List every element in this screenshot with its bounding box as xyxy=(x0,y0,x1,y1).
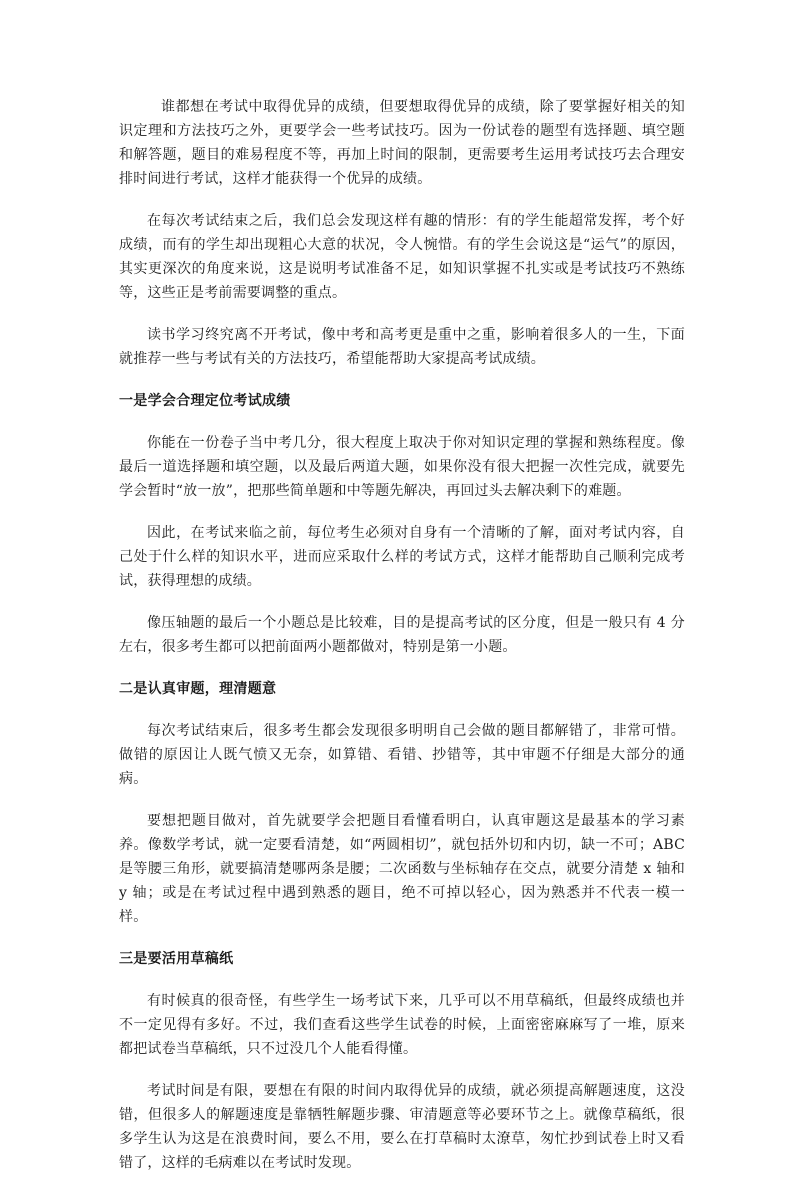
section-2-paragraph-2: 要想把题目做对，首先就要学会把题目看懂看明白，认真审题这是最基本的学习素养。像数学考试，就一定要看清楚，如“两圆相切”，就包括外切和内切，缺一不可；ABC 是等腰三角形，就要搞清楚哪两条是腰；二次函数与坐标轴存在交点，就要分清楚 x 轴和 y 轴；或是在考试过程中遇到熟悉的题目，绝不可掉以轻心，因为熟悉并不代表一模一样。 xyxy=(119,813,685,925)
intro-paragraph-3: 读书学习终究离不开考试，像中考和高考更是重中之重，影响着很多人的一生，下面就推荐一些与考试有关的方法技巧，希望能帮助大家提高考试成绩。 xyxy=(119,327,685,367)
section-1-heading: 一是学会合理定位考试成绩 xyxy=(119,393,291,409)
section-3-heading: 三是要活用草稿纸 xyxy=(119,951,234,967)
section-1-paragraph-2: 因此，在考试来临之前，每位考生必须对自身有一个清晰的了解，面对考试内容，自己处于什么样的知识水平，进而应采取什么样的考试方式，这样才能帮助自己顺利完成考试，获得理想的成绩。 xyxy=(119,525,685,589)
section-3-paragraph-1: 有时候真的很奇怪，有些学生一场考试下来，几乎可以不用草稿纸，但最终成绩也并不一定见得有多好。不过，我们查看这些学生试卷的时候，上面密密麻麻写了一堆，原来都把试卷当草稿纸，只不过没几个人能看得懂。 xyxy=(119,993,685,1057)
section-1-paragraph-1: 你能在一份卷子当中考几分，很大程度上取决于你对知识定理的掌握和熟练程度。像最后一道选择题和填空题，以及最后两道大题，如果你没有很大把握一次性完成，就要先学会暂时“放一放”，把那些简单题和中等题先解决，再回过头去解决剩下的难题。 xyxy=(119,435,685,499)
document-page xyxy=(119,95,685,1193)
section-3-paragraph-2: 考试时间是有限，要想在有限的时间内取得优异的成绩，就必须提高解题速度，这没错，但很多人的解题速度是靠牺牲解题步骤、审清题意等必要环节之上。就像草稿纸，很多学生认为这是在浪费时间，要么不用，要么在打草稿时太潦草，匆忙抄到试卷上时又看错了，这样的毛病难以在考试时发现。 xyxy=(119,1083,685,1171)
section-2-heading: 二是认真审题，理清题意 xyxy=(119,681,277,697)
intro-paragraph-1: 谁都想在考试中取得优异的成绩，但要想取得优异的成绩，除了要掌握好相关的知识定理和方法技巧之外，更要学会一些考试技巧。因为一份试卷的题型有选择题、填空题和解答题，题目的难易程度不等，再加上时间的限制，更需要考生运用考试技巧去合理安排时间进行考试，这样才能获得一个优异的成绩。 xyxy=(119,99,685,187)
section-1-paragraph-3: 像压轴题的最后一个小题总是比较难，目的是提高考试的区分度，但是一般只有 4 分左右，很多考生都可以把前面两小题都做对，特别是第一小题。 xyxy=(119,615,685,655)
section-2-paragraph-1: 每次考试结束后，很多考生都会发现很多明明自己会做的题目都解错了，非常可惜。做错的原因让人既气愤又无奈，如算错、看错、抄错等，其中审题不仔细是大部分的通病。 xyxy=(119,723,685,787)
intro-paragraph-2: 在每次考试结束之后，我们总会发现这样有趣的情形：有的学生能超常发挥，考个好成绩，而有的学生却出现粗心大意的状况，令人惋惜。有的学生会说这是“运气”的原因，其实更深次的角度来说，这是说明考试准备不足，如知识掌握不扎实或是考试技巧不熟练等，这些正是考前需要调整的重点。 xyxy=(119,213,685,301)
